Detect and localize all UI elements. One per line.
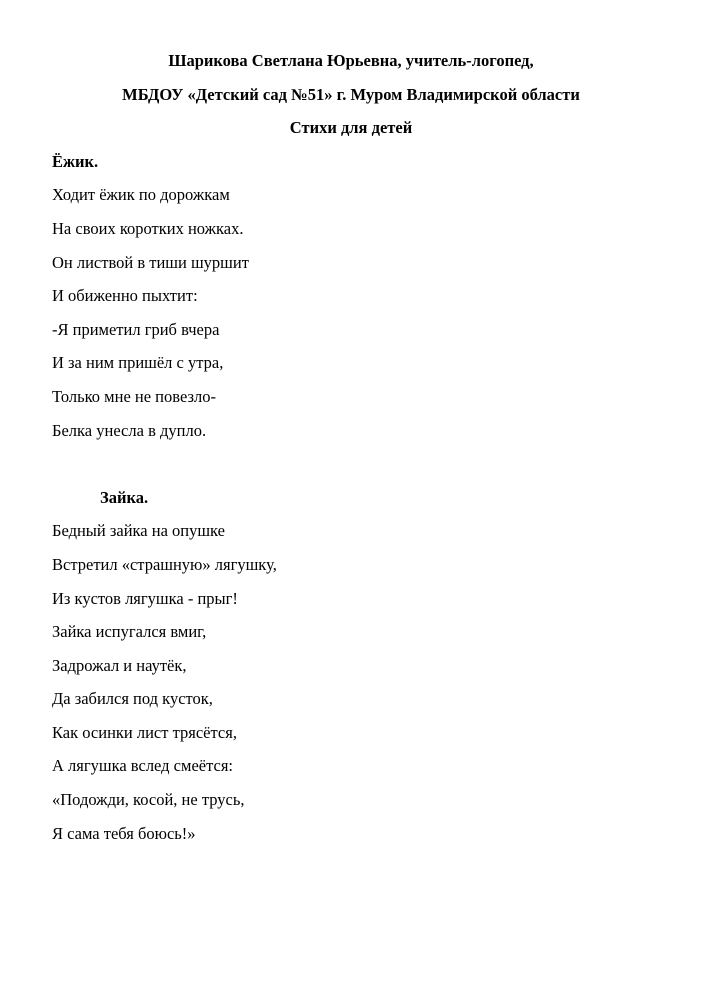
blank-line xyxy=(52,447,650,481)
document-content xyxy=(52,44,650,850)
poem-line: А лягушка вслед смеётся: xyxy=(52,756,234,776)
poem-line: Из кустов лягушка - прыг! xyxy=(52,588,238,608)
poem-line: И за ним пришёл с утра, xyxy=(52,353,224,373)
poem-line: -Я приметил гриб вчера xyxy=(52,319,220,339)
poem-line: И обиженно пыхтит: xyxy=(52,286,198,306)
poem-title-bunny: Зайка. xyxy=(100,487,149,507)
poem-line: Белка унесла в дупло. xyxy=(52,420,207,440)
institution-line: МБДОУ «Детский сад №51» г. Муром Владимирской области xyxy=(122,84,580,104)
poem-title-hedgehog: Ёжик. xyxy=(52,151,99,171)
poem-line: Как осинки лист трясётся, xyxy=(52,722,237,742)
poem-line: Только мне не повезло- xyxy=(52,386,216,406)
poem-line: Зайка испугался вмиг, xyxy=(52,622,207,642)
poem-line: Я сама тебя боюсь!» xyxy=(52,823,196,843)
document-title: Стихи для детей xyxy=(289,118,413,138)
poem-line: Задрожал и наутёк, xyxy=(52,655,187,675)
poem-line: «Подожди, косой, не трусь, xyxy=(52,790,245,810)
author-line: Шарикова Светлана Юрьевна, учитель-логопед, xyxy=(168,51,534,70)
poem-line: На своих коротких ножках. xyxy=(52,218,244,238)
poem-line: Бедный зайка на опушке xyxy=(52,521,225,541)
poem-line: Ходит ёжик по дорожкам xyxy=(52,185,230,205)
poem-line: Он листвой в тиши шуршит xyxy=(52,252,249,272)
poem-line: Встретил «страшную» лягушку, xyxy=(52,554,277,574)
poem-line: Да забился под кусток, xyxy=(52,689,213,709)
